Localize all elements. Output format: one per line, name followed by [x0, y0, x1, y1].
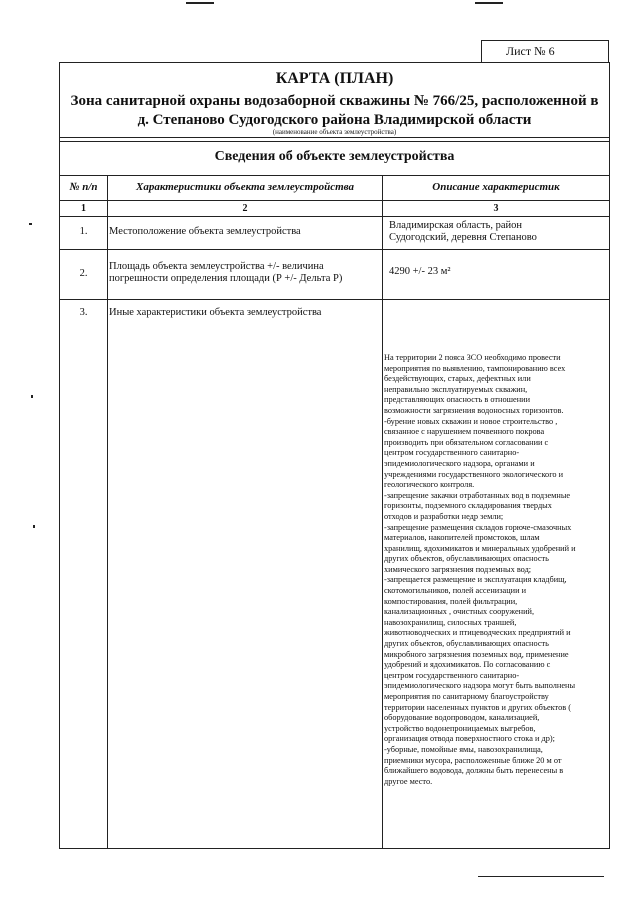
row-1-num: 1. — [79, 226, 88, 237]
rule-under-caption-2 — [60, 141, 609, 142]
row-1-rule — [60, 249, 609, 250]
description-line: отходов и разработки недр земли; — [384, 511, 504, 521]
description-line: скотомогильников, полей ассенизации и — [384, 586, 527, 596]
row-3-description — [384, 353, 606, 787]
description-line: центром государственного санитарно- — [384, 670, 520, 680]
description-line: геологического контроля. — [384, 480, 475, 490]
col-header-description: Описание характеристик — [432, 181, 560, 193]
description-line: представляющих опасность в отношении — [384, 395, 531, 405]
margin-dot-3 — [33, 525, 35, 528]
description-line: -запрещение закачки отработанных вод в подземные — [384, 490, 571, 500]
description-line: территории населенных пунктов и других объектов ( — [384, 702, 571, 712]
description-line: мероприятия по выявлению, тампонированию всех — [384, 363, 566, 373]
object-caption: (наименование объекта землеустройства) — [272, 128, 397, 136]
description-line: канализационных , очистных сооружений, — [384, 607, 535, 617]
table-numbers-rule — [60, 216, 609, 217]
description-line: учреждениями государственного экологического и — [384, 469, 564, 479]
description-line: устройство водонепроницаемых выгребов, — [384, 723, 536, 733]
map-subtitle-line-1: Зона санитарной охраны водозаборной скважины № 766/25, расположенной в — [70, 93, 599, 109]
row-2-characteristic-line-1: Площадь объекта землеустройства +/- величина — [109, 261, 324, 272]
description-line: мероприятия по санитарному благоустройству — [384, 692, 549, 701]
description-line: микробного загрязнения поземных вод, применение — [384, 649, 569, 659]
description-line: -запрещается размещение и эксплуатация кладбищ, — [384, 575, 567, 585]
description-line: хранилищ, ядохимикатов и минеральных удобрений и — [384, 543, 576, 553]
description-line: горизонты, подземного складирования твердых — [384, 501, 552, 511]
description-line: связанное с нарушением почвенного покрова — [384, 427, 545, 437]
description-line: навозохранилищ, силосных траншей, — [384, 617, 517, 627]
col-1-divider — [107, 175, 108, 848]
row-2-characteristic — [109, 261, 381, 285]
description-line: других объектов, обуславливающих опасность — [384, 554, 549, 564]
description-line: эпидемиологического надзора, органами и — [384, 458, 535, 468]
row-3-characteristic: Иные характеристики объекта землеустройства — [109, 307, 322, 318]
table-top-rule — [60, 175, 609, 176]
margin-dot-1 — [29, 223, 32, 225]
description-line: производить при обязательном согласовании с — [384, 437, 549, 447]
margin-dot-2 — [31, 395, 33, 398]
description-line: химического загрязнения подземных вод; — [384, 564, 532, 574]
description-line: центром государственного санитарно- — [384, 448, 520, 458]
row-1-description-line-2: Судогодский, деревня Степаново — [389, 232, 537, 243]
col-header-num: № п/п — [69, 181, 98, 193]
description-line: удобрений и ядохимикатов. По согласованию с — [384, 660, 551, 670]
sheet-number: Лист № 6 — [481, 40, 609, 63]
col-2-divider — [382, 175, 383, 848]
map-title: КАРТА (ПЛАН) — [275, 70, 394, 87]
row-1-description — [389, 220, 607, 244]
description-line: -уборные, помойные ямы, навозохранилища, — [384, 744, 543, 754]
description-line: других объектов, обуславливающих опасность — [384, 639, 549, 649]
rule-under-caption — [60, 137, 609, 138]
scan-mark-right — [475, 2, 503, 4]
description-line: животноводческих и птицеводческих предприятий и — [384, 628, 571, 638]
description-line: -запрещение размещения складов горюче-смазочных — [384, 522, 572, 532]
scan-mark-left — [186, 2, 214, 4]
description-line: другое место. — [384, 776, 433, 786]
description-line: неправильно эксплуатируемых скважин, — [384, 384, 528, 394]
row-2-rule — [60, 299, 609, 300]
description-line: материалов, накопителей промстоков, шлам — [384, 533, 540, 543]
description-line: приемники мусора, расположенные ближе 20 м от — [384, 755, 562, 765]
description-line: -бурение новых скважин и новое строительство , — [384, 416, 558, 426]
row-1-description-line-1: Владимирская область, район — [389, 220, 523, 231]
description-line: эпидемиологического надзора могут быть выполнены — [384, 681, 576, 691]
bottom-rule — [478, 876, 604, 877]
row-1-characteristic: Местоположение объекта землеустройства — [109, 226, 301, 237]
description-line: возможности загрязнения водоносных горизонтов. — [384, 405, 564, 415]
row-3-num: 3. — [79, 307, 88, 318]
map-subtitle-line-2: д. Степаново Судогодского района Владимирской области — [137, 112, 532, 128]
col-header-characteristic: Характеристики объекта землеустройства — [136, 181, 354, 193]
description-line: организация отвода поверхностного стока и др); — [384, 734, 555, 744]
row-2-characteristic-line-2: погрешности определения площади (Р +/- Дельта Р) — [109, 273, 343, 284]
table-header-rule — [60, 200, 609, 201]
row-2-description: 4290 +/- 23 м² — [389, 266, 451, 277]
description-line: оборудование водопроводом, канализацией, — [384, 713, 540, 723]
description-line: На территории 2 пояса ЗСО необходимо провести — [384, 353, 561, 362]
col-number-3: 3 — [493, 203, 499, 214]
description-line: бездействующих, старых, дефектных или — [384, 374, 531, 384]
col-number-1: 1 — [81, 203, 86, 214]
col-number-2: 2 — [242, 203, 248, 214]
description-line: ближайшего водовода, должны быть перенесены в — [384, 766, 564, 776]
section-title: Сведения об объекте землеустройства — [214, 149, 455, 164]
map-subtitle — [60, 92, 609, 130]
row-2-num: 2. — [79, 268, 88, 279]
description-line: компостирования, полей фильтрации, — [384, 596, 518, 606]
